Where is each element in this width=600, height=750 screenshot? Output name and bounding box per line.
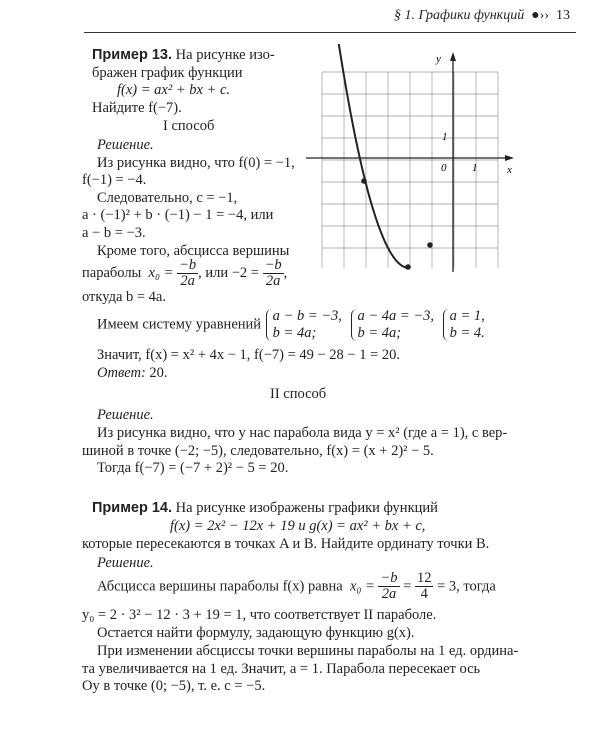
solution-label: Решение. xyxy=(97,137,154,153)
parabola-curve xyxy=(321,44,409,268)
y-tick-label: 1 xyxy=(442,131,448,143)
answer-label: Ответ: xyxy=(97,365,146,381)
x-axis-label: x xyxy=(507,164,512,176)
method2-line-3: Тогда f(−7) = (−7 + 2)² − 5 = 20. xyxy=(97,460,289,476)
y-axis-label: y xyxy=(436,53,441,65)
fraction-b-over-2a: $\frac{-b}{2a}$ xyxy=(179,257,197,289)
example14-line1: На рисунке изображены графики функций xyxy=(175,500,438,516)
system-3: a = 1, b = 4. xyxy=(442,308,485,342)
example14-x0: x₀ = xyxy=(349,578,375,595)
point-vertex xyxy=(405,264,411,270)
y-axis-arrow-icon xyxy=(450,52,456,61)
point-minus1 xyxy=(427,242,433,248)
example14-line3: которые пересекаются в точках A и B. Найдите ординату точки B. xyxy=(82,536,490,552)
example14-fraction-1: $\frac{-b}{2a}$ xyxy=(380,570,398,602)
method2-line-1: Из рисунка видно, что у нас парабола вида y = x² (где a = 1), с вер- xyxy=(97,425,508,441)
method2-line-2: шиной в точке (−2; −5), следовательно, f(x) = (x + 2)² − 5. xyxy=(82,443,434,459)
method2-heading: II способ xyxy=(270,386,327,402)
running-title: § 1. Графики функций xyxy=(393,8,525,23)
example13-line2: бражен график функции xyxy=(92,65,243,81)
example13-formula: f(x) = ax² + bx + c. xyxy=(117,82,231,98)
example14-vertex-line: Абсцисса вершины параболы f(x) равна x₀ = $\frac{-b}{2a}$ = $\frac{12}{4}$ = 3, тогда xyxy=(97,570,496,602)
method1-heading: I способ xyxy=(163,118,215,134)
example14-solution-label: Решение. xyxy=(97,555,154,571)
solution-line-1: Из рисунка видно, что f(0) = −1, xyxy=(97,155,295,171)
example14-line-y0: y₀ = 2 · 3² − 12 · 3 + 19 = 1, что соответствует II параболе. xyxy=(82,607,437,623)
fraction-b-over-2a-second: $\frac{-b}{2a}$ xyxy=(264,257,282,289)
vertex-formula-line: параболы x₀ = $\frac{-b}{2a}$ , или −2 = $\frac{-b}{2a}$ , xyxy=(82,257,288,289)
example14-formula: f(x) = 2x² − 12x + 19 и g(x) = ax² + bx + c, xyxy=(170,518,426,534)
header-rule xyxy=(84,32,576,33)
point-minus4 xyxy=(361,178,367,184)
solution2-label: Решение. xyxy=(97,407,154,423)
example14-line-formula: Остается найти формулу, задающую функцию g(x). xyxy=(97,625,415,641)
example14-title: Пример 14. xyxy=(92,500,173,516)
system-2: a − 4a = −3, b = 4a; xyxy=(350,308,434,342)
solution-line-6: Кроме того, абсцисса вершины xyxy=(97,243,290,259)
system-1: a − b = −3, b = 4a; xyxy=(265,308,342,342)
example13-line1: На рисунке изо- xyxy=(175,47,275,63)
answer-value: 20. xyxy=(149,365,168,381)
example14-line-5: та увеличивается на 1 ед. Значит, a = 1. Парабола пересекает ось xyxy=(82,661,481,677)
solution-line-2: f(−1) = −4. xyxy=(82,172,147,188)
example13-find: Найдите f(−7). xyxy=(92,100,182,116)
solution-line-4: a · (−1)² + b · (−1) − 1 = −4, или xyxy=(82,207,274,223)
vertex-mid: , или −2 = xyxy=(198,264,259,281)
x-axis-arrow-icon xyxy=(505,155,514,161)
example14-fraction-2: $\frac{12}{4}$ xyxy=(416,570,432,602)
page-number: 13 xyxy=(556,8,570,23)
example13-heading xyxy=(92,46,275,64)
system-line xyxy=(97,308,489,342)
example14-line-4: При изменении абсциссы точки вершины параболы на 1 ед. ордина- xyxy=(97,643,519,659)
parabola-graph xyxy=(296,44,528,284)
example14-vertex-end: = 3, тогда xyxy=(437,578,496,595)
example14-heading xyxy=(92,499,438,517)
example14-vertex-prefix: Абсцисса вершины параболы f(x) равна xyxy=(97,578,343,595)
origin-label: 0 xyxy=(441,162,447,174)
vertex-x0: x₀ = xyxy=(148,264,174,281)
system-label: Имеем систему уравнений xyxy=(97,316,262,333)
x-tick-label: 1 xyxy=(472,162,478,174)
running-head xyxy=(394,7,570,25)
bullet-marker-icon: ●›› xyxy=(527,8,553,23)
solution-line-5: a − b = −3. xyxy=(82,225,146,241)
vertex-prefix: параболы xyxy=(82,264,142,281)
solution-line-3: Следовательно, c = −1, xyxy=(97,190,238,206)
example14-line-6: Oy в точке (0; −5), т. е. c = −5. xyxy=(82,678,266,694)
example13-title: Пример 13. xyxy=(92,47,173,63)
solution-line-8: откуда b = 4a. xyxy=(82,289,166,305)
answer-line xyxy=(97,364,168,382)
conclusion-line: Значит, f(x) = x² + 4x − 1, f(−7) = 49 − 28 − 1 = 20. xyxy=(97,347,401,363)
